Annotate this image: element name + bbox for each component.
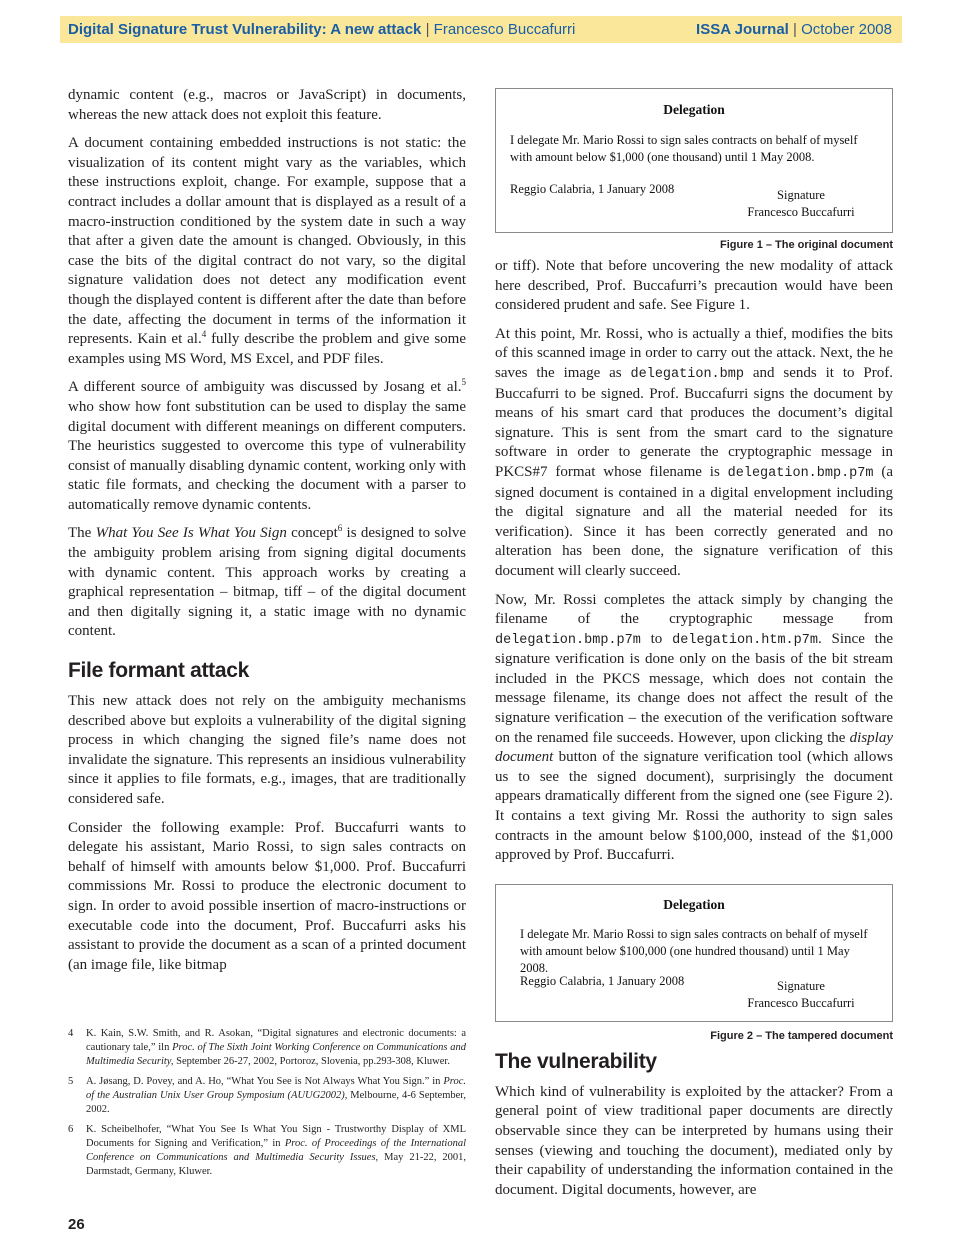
paragraph: or tiff). Note that before uncovering the new modality of attack here described, Prof. Buccafurri’s precaution would have been considered prudent and safe. See Figure 1. xyxy=(495,258,893,314)
figure-title: Delegation xyxy=(663,102,725,117)
paragraph: This new attack does not rely on the ambiguity mechanisms described above but exploits a vulnerability of the digital signing process in which changing the signed file’s name does not invalidate the signature. This represents an insidious vulnerability since it applies to file formats, e.g., images, that are traditionally considered safe. xyxy=(68,693,466,807)
issue-date: October 2008 xyxy=(801,21,892,38)
section-heading: The vulnerability xyxy=(495,1049,657,1073)
figure-1-caption: Figure 1 – The original document xyxy=(720,239,893,251)
footnote-6: 6 K. Scheibelhofer, “What You See Is What You Sign - Trustworthy Display of XML Documents for Signing and Verification,” in Proc. of Proceedings of the International Conference on Communications and Multimedia Security Issues, May 21-22, 2001, Darmstadt, Germany, Kluwer. xyxy=(68,1124,467,1177)
figure-body: I delegate Mr. Mario Rossi to sign sales contracts on behalf of myself with amount below $1,000 (one thousand) until 1 May 2008. xyxy=(510,133,858,164)
figure-title: Delegation xyxy=(663,896,725,912)
paragraph: Which kind of vulnerability is exploited by the attacker? From a general point of view traditional paper documents are directly observable since they can be interpreted by humans using their senses (viewing and touching the document), mediated only by their capability of understanding the information contained in the document. Digital documents, however, are xyxy=(495,1083,893,1198)
code-filename: delegation.bmp xyxy=(630,366,744,382)
header-separator: | xyxy=(425,21,430,38)
figure-2-caption: Figure 2 – The tampered document xyxy=(710,1029,893,1042)
running-header xyxy=(60,16,902,43)
code-filename: delegation.bmp.p7m xyxy=(495,632,641,648)
header-author: Francesco Buccafurri xyxy=(433,21,576,38)
paragraph: The What You See Is What You Sign concept$^6$ is designed to solve the ambiguity problem arising from signing digital documents with dynamic content. This approach works by creating a graphical representation – bitmap, tiff – of the digital document and then digitally signing it, a static image with no dynamic content. xyxy=(68,523,467,640)
figure-2-image xyxy=(495,884,893,1022)
journal-name: ISSA Journal xyxy=(696,21,789,38)
article-title: Digital Signature Trust Vulnerability: A new attack xyxy=(68,21,422,38)
code-filename: delegation.htm.p7m xyxy=(672,632,818,648)
header-right xyxy=(696,16,892,43)
figure-1-image xyxy=(495,88,893,233)
page-number: 26 xyxy=(68,1216,85,1233)
code-filename: delegation.bmp.p7m xyxy=(727,465,874,481)
figure-signature: Signature Francesco Buccafurri xyxy=(747,978,855,1010)
section-heading: File formant attack xyxy=(68,659,250,683)
paragraph: Consider the following example: Prof. Buccafurri wants to delegate his assistant, Mario Rossi, to sign sales contracts on behalf of himself with amounts below $1,000. Prof. Buccafurri commissions Mr. Rossi to produce the electronic document to sign. In order to avoid possible insertion of macro-instructions or executable code into the document, Prof. Buccafurri asks his assistant to provide the document as a scan of a printed document (an image file, like bitmap xyxy=(68,819,466,973)
figure-signature: Signature Francesco Buccafurri xyxy=(747,188,855,219)
footnote-ref[interactable]: 6 xyxy=(337,523,343,534)
right-column xyxy=(495,88,893,1209)
paragraph: Now, Mr. Rossi completes the attack simply by changing the filename of the cryptographic message from delegation.bmp.p7m to delegation.htm.p7m. Since the signature verification is done only on the basis of the bit stream included in the PKCS message, which does not contain the message filename, its change does not affect the result of the signature verification – the execution of the verification software on the renamed file succeeds. However, upon clicking the display document button of the signature verification tool (which allows us to see the signed document), surprisingly the document appears dramatically different from the signed one (see Figure 2). It contains a text giving Mr. Rossi the authority to sign sales contracts in the amount below $100,000, instead of the $1,000 approved by Prof. Buccafurri. xyxy=(495,591,894,864)
footnote-ref[interactable]: 5 xyxy=(461,377,466,388)
paragraph: A document containing embedded instructions is not static: the visualization of its content might vary as the variables, which these instructions exploit, change. For example, suppose that a contract includes a dollar amount that is displayed as a result of a macro-instruction conditioned by the system date in such a way that after a given date the amount is changed. Obviously, in this case the bits of the digital contract do not vary, so the digital signature validation does not detect any modification event though the displayed content is different after the date than before the date, affecting the document in terms of the information it represents. Kain et al.$^4$ fully describe the problem and give some examples using MS Word, MS Excel, and PDF files. xyxy=(68,135,466,367)
paragraph: At this point, Mr. Rossi, who is actually a thief, modifies the bits of this scanned image in order to carry out the attack. Next, the he saves the image as delegation.bmp and sends it to Prof. Buccafurri to be signed. Prof. Buccafurri signs the document by means of his smart card that produces the document’s digital signature. This is sent from the smart card to the signature software in order to generate the cryptographic message in PKCS#7 format whose filename is delegation.bmp.p7m (a signed document is contained in a digital envelopment including the digital signature and all the material needed for its verification). Since it has been correctly generated and no alteration has been done, the signature verification of this document will clearly succeed. xyxy=(495,325,894,579)
figure-place-date: Reggio Calabria, 1 January 2008 xyxy=(510,182,675,196)
paragraph: dynamic content (e.g., macros or JavaScript) in documents, whereas the new attack does not exploit this feature. xyxy=(68,87,466,123)
left-column xyxy=(68,86,466,984)
footnote-ref[interactable]: 4 xyxy=(201,329,207,340)
footnote-5: 5 A. Jøsang, D. Povey, and A. Ho, “What You See is Not Always What You Sign.” in Proc. of the Australian Unix User Group Symposium (AUUG2002), Melbourne, 4-6 September, 2002. xyxy=(68,1076,467,1115)
footnotes xyxy=(68,1027,466,1185)
figure-body: I delegate Mr. Mario Rossi to sign sales contracts on behalf of myself with amount below $100,000 (one hundred thousand) until 1 May 2008. xyxy=(520,926,868,975)
header-separator-2: | xyxy=(793,21,797,38)
header-left xyxy=(68,16,575,43)
paragraph: A different source of ambiguity was discussed by Josang et al.$^5$ who show how font substitution can be used to display the same digital document with different meanings on different computers. The heuristics suggested to overcome this type of vulnerability consist of manually disabling dynamic content, working only with static file formats, and checking the document with a parser to automatically remove dynamic contents. xyxy=(68,377,466,513)
figure-place-date: Reggio Calabria, 1 January 2008 xyxy=(520,973,685,988)
footnote-4: 4 K. Kain, S.W. Smith, and R. Asokan, “Digital signatures and electronic documents: a cautionary tale,” iln Proc. of The Sixth Joint Working Conference on Communications and Multimedia Security, September 26-27, 2002, Portoroz, Slovenia, pp.293-308, Kluwer. xyxy=(68,1028,466,1067)
